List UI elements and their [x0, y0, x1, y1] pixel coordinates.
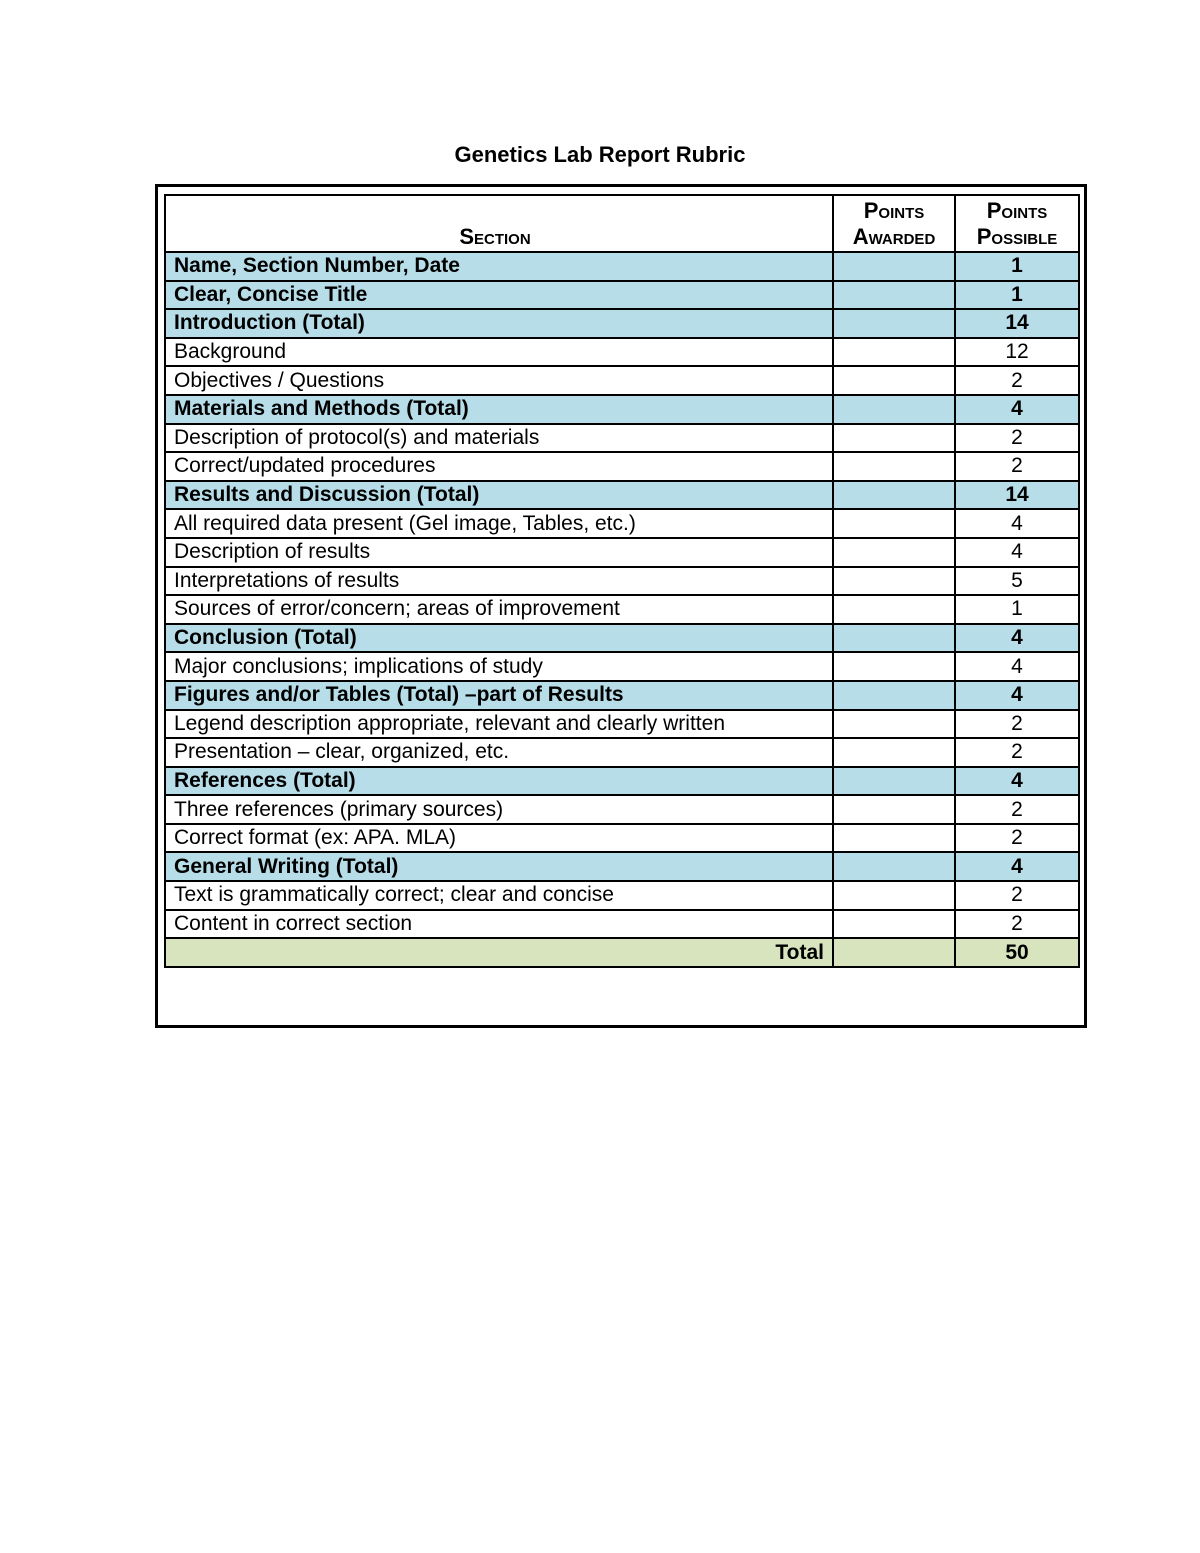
points-awarded-cell[interactable]	[833, 824, 955, 853]
row-label: Description of results	[165, 538, 833, 567]
table-row	[165, 567, 1079, 596]
header-points-possible-line2: Possible	[976, 224, 1058, 249]
total-points-awarded-cell[interactable]	[833, 938, 955, 967]
table-row	[165, 481, 1079, 510]
row-label: Correct format (ex: APA. MLA)	[165, 824, 833, 853]
points-awarded-cell[interactable]	[833, 538, 955, 567]
row-label: Legend description appropriate, relevant and clearly written	[165, 710, 833, 739]
table-row	[165, 424, 1079, 453]
table-row	[165, 881, 1079, 910]
row-label: General Writing (Total)	[165, 852, 833, 881]
points-awarded-cell[interactable]	[833, 424, 955, 453]
total-row	[165, 938, 1079, 967]
points-possible-cell: 4	[955, 509, 1079, 538]
points-possible-cell: 4	[955, 852, 1079, 881]
points-possible-cell: 14	[955, 309, 1079, 338]
header-points-possible	[955, 195, 1079, 252]
table-row	[165, 624, 1079, 653]
points-possible-cell: 1	[955, 281, 1079, 310]
row-label: Objectives / Questions	[165, 366, 833, 395]
points-awarded-cell[interactable]	[833, 652, 955, 681]
header-points-awarded-line1: Points	[863, 198, 925, 223]
header-points-awarded	[833, 195, 955, 252]
table-row	[165, 309, 1079, 338]
table-row	[165, 852, 1079, 881]
points-awarded-cell[interactable]	[833, 366, 955, 395]
table-row	[165, 252, 1079, 281]
row-label: Three references (primary sources)	[165, 795, 833, 824]
table-row	[165, 281, 1079, 310]
table-row	[165, 738, 1079, 767]
total-points-possible-cell: 50	[955, 938, 1079, 967]
points-awarded-cell[interactable]	[833, 452, 955, 481]
row-label: Description of protocol(s) and materials	[165, 424, 833, 453]
row-label: Major conclusions; implications of study	[165, 652, 833, 681]
points-awarded-cell[interactable]	[833, 910, 955, 939]
points-possible-cell: 2	[955, 824, 1079, 853]
points-awarded-cell[interactable]	[833, 481, 955, 510]
points-possible-cell: 2	[955, 910, 1079, 939]
table-row	[165, 395, 1079, 424]
table-row	[165, 338, 1079, 367]
points-possible-cell: 4	[955, 624, 1079, 653]
points-awarded-cell[interactable]	[833, 338, 955, 367]
row-label: Materials and Methods (Total)	[165, 395, 833, 424]
row-label: Interpretations of results	[165, 567, 833, 596]
points-awarded-cell[interactable]	[833, 595, 955, 624]
row-label: Text is grammatically correct; clear and concise	[165, 881, 833, 910]
row-label: Conclusion (Total)	[165, 624, 833, 653]
points-awarded-cell[interactable]	[833, 852, 955, 881]
points-awarded-cell[interactable]	[833, 395, 955, 424]
page-title: Genetics Lab Report Rubric	[454, 142, 746, 167]
points-awarded-cell[interactable]	[833, 309, 955, 338]
table-row	[165, 652, 1079, 681]
points-awarded-cell[interactable]	[833, 738, 955, 767]
points-possible-cell: 2	[955, 881, 1079, 910]
points-possible-cell: 2	[955, 424, 1079, 453]
points-possible-cell: 12	[955, 338, 1079, 367]
points-awarded-cell[interactable]	[833, 795, 955, 824]
table-row	[165, 452, 1079, 481]
rubric-table	[164, 194, 1080, 968]
row-label: All required data present (Gel image, Tables, etc.)	[165, 509, 833, 538]
points-possible-cell: 2	[955, 738, 1079, 767]
points-awarded-cell[interactable]	[833, 624, 955, 653]
table-row	[165, 795, 1079, 824]
table-row	[165, 710, 1079, 739]
row-label: Correct/updated procedures	[165, 452, 833, 481]
points-possible-cell: 14	[955, 481, 1079, 510]
points-awarded-cell[interactable]	[833, 681, 955, 710]
total-label: Total	[165, 938, 833, 967]
points-possible-cell: 5	[955, 567, 1079, 596]
row-label: Background	[165, 338, 833, 367]
table-row	[165, 767, 1079, 796]
table-row	[165, 538, 1079, 567]
row-label: References (Total)	[165, 767, 833, 796]
points-possible-cell: 1	[955, 595, 1079, 624]
points-awarded-cell[interactable]	[833, 767, 955, 796]
row-label: Clear, Concise Title	[165, 281, 833, 310]
row-label: Presentation – clear, organized, etc.	[165, 738, 833, 767]
points-possible-cell: 2	[955, 795, 1079, 824]
points-awarded-cell[interactable]	[833, 252, 955, 281]
points-awarded-cell[interactable]	[833, 281, 955, 310]
table-row	[165, 910, 1079, 939]
points-awarded-cell[interactable]	[833, 881, 955, 910]
table-row	[165, 681, 1079, 710]
table-row	[165, 366, 1079, 395]
points-awarded-cell[interactable]	[833, 509, 955, 538]
row-label: Name, Section Number, Date	[165, 252, 833, 281]
points-awarded-cell[interactable]	[833, 710, 955, 739]
row-label: Results and Discussion (Total)	[165, 481, 833, 510]
points-possible-cell: 4	[955, 681, 1079, 710]
row-label: Sources of error/concern; areas of improvement	[165, 595, 833, 624]
row-label: Content in correct section	[165, 910, 833, 939]
row-label: Introduction (Total)	[165, 309, 833, 338]
header-row	[165, 195, 1079, 252]
points-possible-cell: 1	[955, 252, 1079, 281]
points-possible-cell: 4	[955, 538, 1079, 567]
header-points-possible-line1: Points	[986, 198, 1048, 223]
header-points-awarded-line2: Awarded	[852, 224, 936, 249]
points-possible-cell: 4	[955, 652, 1079, 681]
points-possible-cell: 4	[955, 395, 1079, 424]
table-row	[165, 509, 1079, 538]
points-possible-cell: 4	[955, 767, 1079, 796]
table-row	[165, 595, 1079, 624]
points-awarded-cell[interactable]	[833, 567, 955, 596]
table-row	[165, 824, 1079, 853]
points-possible-cell: 2	[955, 366, 1079, 395]
points-possible-cell: 2	[955, 710, 1079, 739]
header-section: Section	[165, 195, 833, 252]
points-possible-cell: 2	[955, 452, 1079, 481]
row-label: Figures and/or Tables (Total) –part of Results	[165, 681, 833, 710]
